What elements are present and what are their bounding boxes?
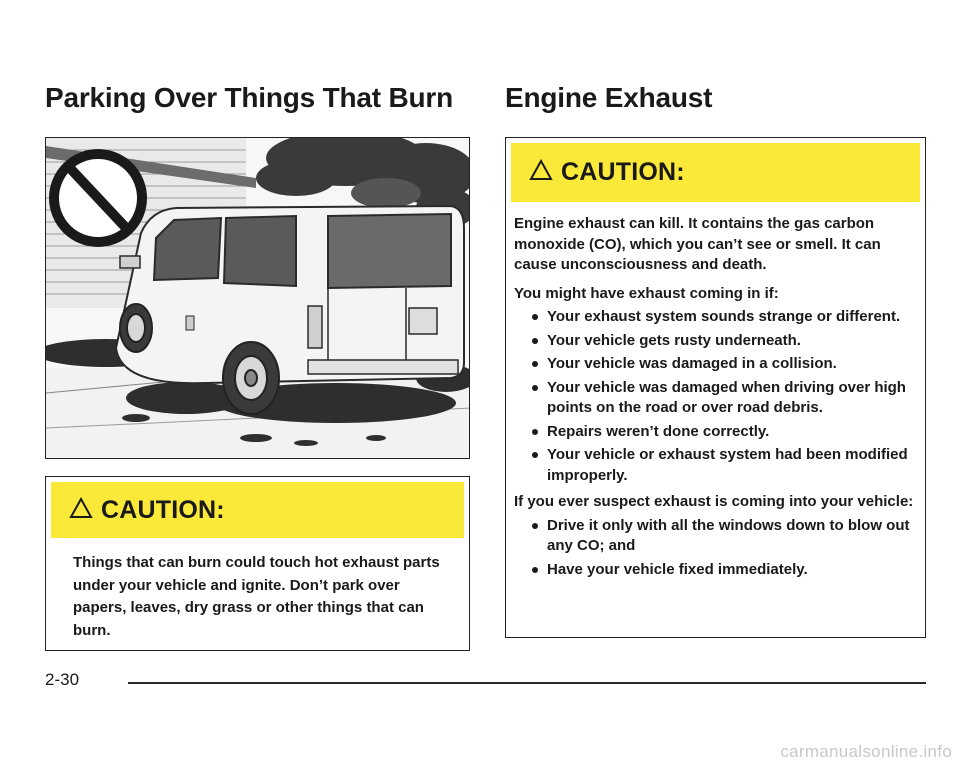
list-item: Your vehicle was damaged when driving over high points on the road or over road debris. [528,378,915,419]
bullet-icon [532,452,538,458]
list-item: Your exhaust system sounds strange or different. [528,307,915,328]
bullet-icon [532,567,538,573]
list-item: Drive it only with all the windows down to blow out any CO; and [528,516,915,557]
exhaust-signs-list [514,307,915,486]
caution-banner [51,482,464,538]
section-heading-engine-exhaust: Engine Exhaust [505,82,713,113]
caution-intro: Engine exhaust can kill. It contains the gas carbon monoxide (CO), which you can’t see or smell. It can cause unconsciousness and death. [514,215,881,273]
van-over-leaves-illustration [45,137,470,459]
exhaust-actions-list [514,516,915,581]
caution-box-parking [45,476,470,651]
caution-box-engine-exhaust [505,137,926,638]
warning-triangle-icon [69,497,93,524]
list-item: Your vehicle or exhaust system had been modified improperly. [528,445,915,486]
list-item: Your vehicle was damaged in a collision. [528,354,915,375]
bullet-icon [532,385,538,391]
bullet-icon [532,429,538,435]
page-number: 2-30 [45,670,80,689]
caution-label: CAUTION: [561,158,685,186]
list-intro: If you ever suspect exhaust is coming into your vehicle: [514,493,914,510]
list-intro: You might have exhaust coming in if: [514,284,779,302]
bullet-icon [532,361,538,367]
list-item: Repairs weren’t done correctly. [528,422,915,443]
caution-banner [511,143,920,202]
section-heading-parking: Parking Over Things That Burn [45,82,454,113]
warning-triangle-icon [529,159,553,186]
footer-divider [128,682,926,684]
bullet-icon [532,523,538,529]
caution-label: CAUTION: [101,495,225,524]
caution-content [514,214,915,586]
bullet-icon [532,338,538,344]
van [116,206,464,383]
watermark: carmanualsonline.info [780,742,952,761]
prohibition-icon [54,154,142,242]
caution-text: Things that can burn could touch hot exhaust parts under your vehicle and ignite. Don’t park over papers, leaves, dry grass or other things that can burn. [73,554,440,639]
list-item: Your vehicle gets rusty underneath. [528,331,915,352]
bullet-icon [532,314,538,320]
list-item: Have your vehicle fixed immediately. [528,560,915,581]
